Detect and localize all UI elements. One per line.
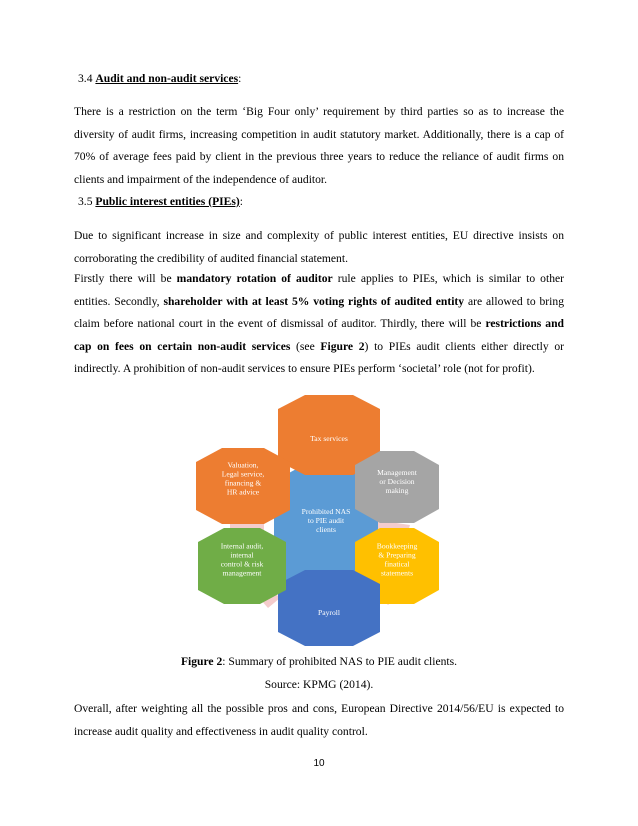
payroll-label bbox=[318, 608, 340, 617]
internal-label-line: internal bbox=[230, 550, 254, 560]
figure-label: Figure 2 bbox=[180, 655, 223, 668]
figure-caption bbox=[0, 654, 638, 670]
bookkeeping-label-line: statements bbox=[380, 568, 414, 578]
paragraph-pie-rules: Firstly there will be mandatory rotation of auditor rule applies to PIEs, which is similar to other entities. Secondly, shareholder with at least 5% voting rights of audited entity are allowed to bring claim before national court in the event of dismissal of auditor. Thirdly, there will be restrictions and cap on fees on certain non-audit services (see Figure 2) to PIEs audit clients either directly or indirectly. A prohibition of non-audit services to ensure PIEs perform ‘societal’ role (not for profit). bbox=[74, 272, 565, 376]
section-title: Audit and non-audit services bbox=[95, 72, 239, 85]
figure-source: Source: KPMG (2014). bbox=[264, 678, 374, 691]
valuation-label bbox=[222, 461, 265, 497]
management-label-line: or Decision bbox=[379, 477, 415, 486]
section-title: Public interest entities (PIEs) bbox=[95, 195, 240, 208]
section-number: 3.5 bbox=[78, 195, 93, 208]
valuation-label-line: Valuation, bbox=[227, 460, 259, 470]
management-label-line: Management bbox=[377, 468, 417, 477]
valuation-label-line: financing & bbox=[224, 478, 262, 488]
page-number: 10 bbox=[313, 758, 325, 769]
valuation-label-line: Legal service, bbox=[221, 469, 265, 479]
tax-label-line: Tax services bbox=[310, 434, 348, 443]
paragraph-pie-directive: Due to significant increase in size and complexity of public interest entities, EU directive insists on corroborating the credibility of audited financial statement. bbox=[74, 229, 564, 265]
bookkeeping-label-line: Bookkeeping bbox=[376, 541, 418, 551]
valuation-label-line: HR advice bbox=[226, 487, 260, 497]
tax-services-label bbox=[310, 434, 348, 443]
paragraph-audit-services: There is a restriction on the term ‘Big Four only’ requirement by third parties so as to increase the diversity of audit firms, increasing competition in audit statutory market. Additionally, there is a cap of 70% of average fees paid by client in the previous three years to reduce the reliance of audit firms on clients and impairment of the independence of auditor. bbox=[74, 105, 564, 186]
figure-caption-text: : Summary of prohibited NAS to PIE audit clients. bbox=[222, 655, 458, 668]
center-label-line: Prohibited NAS bbox=[301, 507, 351, 516]
paragraph-conclusion: Overall, after weighting all the possible pros and cons, European Directive 2014/56/EU is expected to increase audit quality and effectiveness in audit quality control. bbox=[74, 702, 564, 738]
bookkeeping-label-line: finatical bbox=[384, 559, 410, 569]
section-heading-3-5: 3.5 Public interest entities (PIEs): bbox=[78, 195, 244, 208]
payroll-label-line: Payroll bbox=[318, 608, 340, 617]
internal-audit-label bbox=[221, 542, 264, 578]
section-heading-3-4: 3.4 Audit and non-audit services: bbox=[78, 72, 242, 85]
center-label-line: to PIE audit bbox=[307, 516, 345, 525]
management-label-line: making bbox=[385, 486, 409, 495]
internal-label-line: Internal audit, bbox=[220, 541, 264, 551]
internal-label-line: management bbox=[222, 568, 262, 578]
center-label-line: clients bbox=[316, 525, 336, 534]
bookkeeping-label-line: & Preparing bbox=[378, 550, 416, 560]
section-number: 3.4 bbox=[78, 72, 93, 85]
internal-label-line: control & risk bbox=[220, 559, 264, 569]
